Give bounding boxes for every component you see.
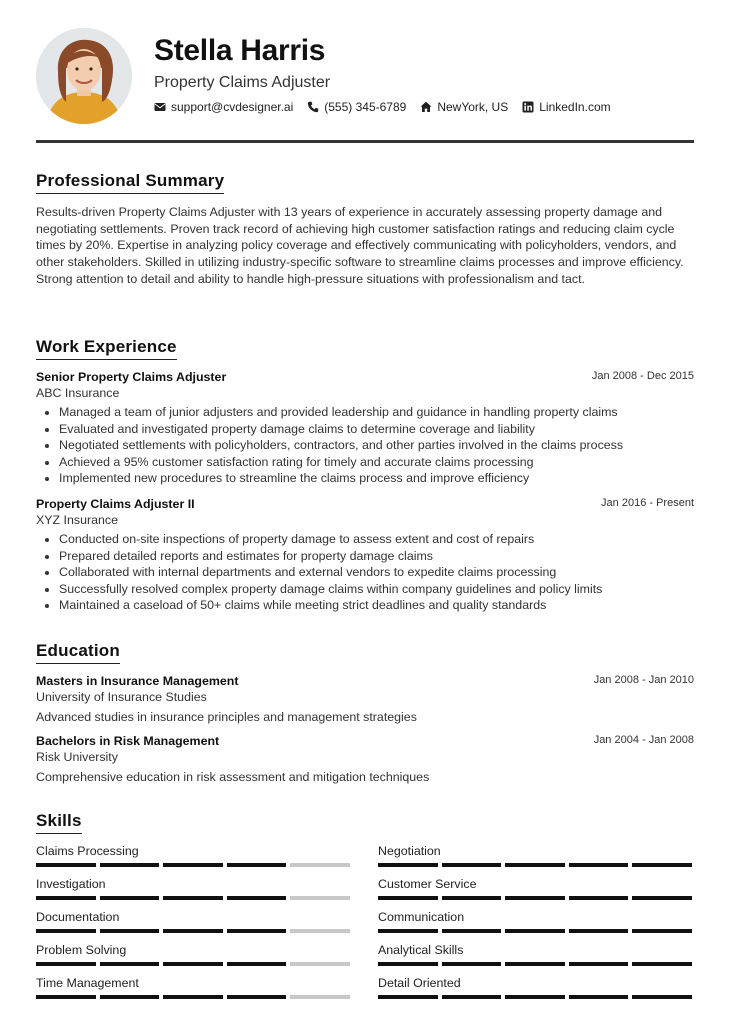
- skill-segment-filled: [100, 962, 160, 966]
- skill-segment-filled: [569, 863, 629, 867]
- education-description: Advanced studies in insurance principles and management strategies: [36, 710, 417, 724]
- skill-level-bar: [36, 929, 350, 933]
- skill-segment-filled: [632, 929, 692, 933]
- skill-item: [378, 877, 692, 900]
- skill-level-bar: [36, 863, 350, 867]
- skill-segment-filled: [442, 995, 502, 999]
- bullet-item: • Successfully resolved complex property damage claims within company guidelines and policy limits: [59, 581, 694, 598]
- skill-name: Detail Oriented: [378, 976, 461, 990]
- phone-icon: [307, 101, 319, 113]
- skill-segment-filled: [36, 896, 96, 900]
- bullet-item: • Maintained a caseload of 50+ claims while meeting strict deadlines and quality standards: [59, 597, 694, 614]
- skill-segment-filled: [378, 863, 438, 867]
- home-icon: [420, 101, 432, 113]
- bullet-item: • Implemented new procedures to streamline the claims process and improve efficiency: [59, 470, 694, 487]
- contact-email[interactable]: [154, 100, 293, 114]
- job-title: Senior Property Claims Adjuster: [36, 370, 227, 384]
- job-bullets: [36, 531, 694, 614]
- skill-level-bar: [378, 863, 692, 867]
- skill-segment-filled: [378, 929, 438, 933]
- skill-level-bar: [378, 929, 692, 933]
- skill-segment-filled: [227, 995, 287, 999]
- summary-section: [36, 171, 694, 288]
- education-entry: [36, 734, 694, 784]
- contact-phone[interactable]: [307, 100, 406, 114]
- skill-segment-filled: [378, 995, 438, 999]
- skill-level-bar: [378, 962, 692, 966]
- skill-name: Problem Solving: [36, 943, 127, 957]
- skill-segment-filled: [163, 962, 223, 966]
- skill-segment-filled: [36, 995, 96, 999]
- location-text: NewYork, US: [437, 100, 509, 114]
- skill-segment-filled: [227, 896, 287, 900]
- skill-level-bar: [378, 995, 692, 999]
- skill-segment-empty: [290, 995, 350, 999]
- skill-segment-filled: [163, 896, 223, 900]
- job-company: ABC Insurance: [36, 386, 120, 400]
- skill-item: [378, 910, 692, 933]
- skill-item: [378, 844, 692, 867]
- education-description: Comprehensive education in risk assessment and mitigation techniques: [36, 770, 430, 784]
- skill-segment-filled: [505, 929, 565, 933]
- skill-segment-empty: [290, 863, 350, 867]
- skill-name: Time Management: [36, 976, 139, 990]
- job-bullets: [36, 404, 694, 487]
- resume-header: [36, 28, 694, 128]
- skill-segment-filled: [505, 995, 565, 999]
- job-company: XYZ Insurance: [36, 512, 118, 527]
- job-entry: [36, 497, 694, 614]
- skill-item: [378, 943, 692, 966]
- education-section: [36, 641, 694, 784]
- candidate-title: Property Claims Adjuster: [154, 74, 331, 91]
- skill-segment-filled: [36, 929, 96, 933]
- skill-segment-filled: [36, 962, 96, 966]
- skill-segment-filled: [505, 962, 565, 966]
- contact-location: [420, 100, 508, 114]
- skill-segment-filled: [632, 896, 692, 900]
- section-heading-experience: Work Experience: [36, 337, 177, 360]
- skill-segment-filled: [442, 929, 502, 933]
- school-name: Risk University: [36, 750, 118, 764]
- skill-name: Documentation: [36, 910, 120, 924]
- skill-segment-filled: [632, 863, 692, 867]
- skill-segment-filled: [378, 962, 438, 966]
- skill-segment-filled: [442, 896, 502, 900]
- job-title: Property Claims Adjuster II: [36, 496, 195, 511]
- skill-segment-filled: [36, 863, 96, 867]
- job-entry: [36, 370, 694, 487]
- skill-segment-filled: [100, 995, 160, 999]
- education-dates: Jan 2008 - Jan 2010: [593, 674, 694, 686]
- school-name: University of Insurance Studies: [36, 690, 207, 704]
- job-dates: Jan 2016 - Present: [601, 496, 694, 509]
- skill-name: Analytical Skills: [378, 943, 464, 957]
- education-entry: [36, 674, 694, 724]
- skill-segment-filled: [569, 896, 629, 900]
- skill-segment-filled: [227, 863, 287, 867]
- skill-level-bar: [36, 962, 350, 966]
- skill-segment-filled: [100, 929, 160, 933]
- section-heading-summary: Professional Summary: [36, 171, 224, 194]
- skill-name: Investigation: [36, 877, 106, 891]
- skill-segment-filled: [505, 896, 565, 900]
- experience-section: [36, 337, 694, 614]
- skill-item: [36, 910, 350, 933]
- skill-segment-filled: [505, 863, 565, 867]
- skill-name: Communication: [378, 910, 465, 924]
- bullet-item: • Evaluated and investigated property damage claims to determine coverage and liability: [59, 421, 694, 438]
- skill-segment-filled: [569, 929, 629, 933]
- bullet-item: • Collaborated with internal departments and external vendors to expedite claims processing: [59, 564, 694, 581]
- skill-level-bar: [378, 896, 692, 900]
- candidate-name: Stella Harris: [154, 34, 326, 67]
- skill-item: [36, 976, 350, 999]
- skill-segment-filled: [442, 863, 502, 867]
- skill-name: Customer Service: [378, 877, 477, 891]
- skills-section: [36, 811, 694, 999]
- bullet-item: • Prepared detailed reports and estimates for property damage claims: [59, 548, 694, 565]
- skill-name: Claims Processing: [36, 844, 139, 858]
- skill-segment-empty: [290, 929, 350, 933]
- phone-text: (555) 345-6789: [324, 100, 407, 114]
- bullet-item: • Conducted on-site inspections of property damage to assess extent and cost of repairs: [59, 531, 694, 548]
- skill-segment-filled: [163, 929, 223, 933]
- education-dates: Jan 2004 - Jan 2008: [593, 734, 694, 746]
- bullet-item: • Achieved a 95% customer satisfaction rating for timely and accurate claims processing: [59, 454, 694, 471]
- header-divider: [36, 140, 694, 143]
- profile-photo: [36, 28, 132, 124]
- section-heading-skills: Skills: [36, 811, 82, 834]
- skill-segment-filled: [100, 896, 160, 900]
- linkedin-icon: [522, 101, 534, 113]
- bullet-item: • Negotiated settlements with policyholders, contractors, and other parties involved in the claims process: [59, 437, 694, 454]
- skill-segment-filled: [632, 962, 692, 966]
- skill-segment-filled: [163, 863, 223, 867]
- section-heading-education: Education: [36, 641, 120, 664]
- skill-segment-filled: [569, 962, 629, 966]
- email-text: support@cvdesigner.ai: [171, 100, 294, 114]
- job-dates: Jan 2008 - Dec 2015: [591, 370, 694, 382]
- skill-segment-empty: [290, 896, 350, 900]
- skill-segment-filled: [442, 962, 502, 966]
- skill-segment-filled: [227, 929, 287, 933]
- bullet-item: • Managed a team of junior adjusters and provided leadership and guidance in handling property claims: [59, 404, 694, 421]
- degree-title: Bachelors in Risk Management: [36, 734, 220, 748]
- skill-segment-filled: [163, 995, 223, 999]
- avatar: [36, 28, 132, 124]
- contact-row: [154, 100, 611, 114]
- skill-segment-filled: [569, 995, 629, 999]
- summary-text: Results-driven Property Claims Adjuster with 13 years of experience in accurately assessing property damage and negotiating settlements. Proven track record of achieving high customer satisfaction ratings and reducing claim cycle times by 20%. Expertise in analyzing policy coverage and effectively communicating with policyholders, vendors, and other stakeholders. Skilled in utilizing industry-specific software to streamline claims processes and improve efficiency. Strong attention to detail and ability to handle high-pressure situations with professionalism and tact.: [36, 205, 684, 286]
- skill-segment-filled: [378, 896, 438, 900]
- skill-name: Negotiation: [378, 844, 441, 858]
- skill-segment-filled: [632, 995, 692, 999]
- skill-level-bar: [36, 896, 350, 900]
- skills-grid: [36, 844, 694, 999]
- skill-item: [36, 844, 350, 867]
- skill-segment-filled: [100, 863, 160, 867]
- skill-item: [36, 877, 350, 900]
- degree-title: Masters in Insurance Management: [36, 674, 239, 688]
- skill-level-bar: [36, 995, 350, 999]
- linkedin-text: LinkedIn.com: [539, 100, 611, 114]
- skill-item: [378, 976, 692, 999]
- skill-segment-empty: [290, 962, 350, 966]
- envelope-icon: [154, 101, 166, 113]
- skill-item: [36, 943, 350, 966]
- contact-linkedin[interactable]: [522, 100, 610, 114]
- skill-segment-filled: [227, 962, 287, 966]
